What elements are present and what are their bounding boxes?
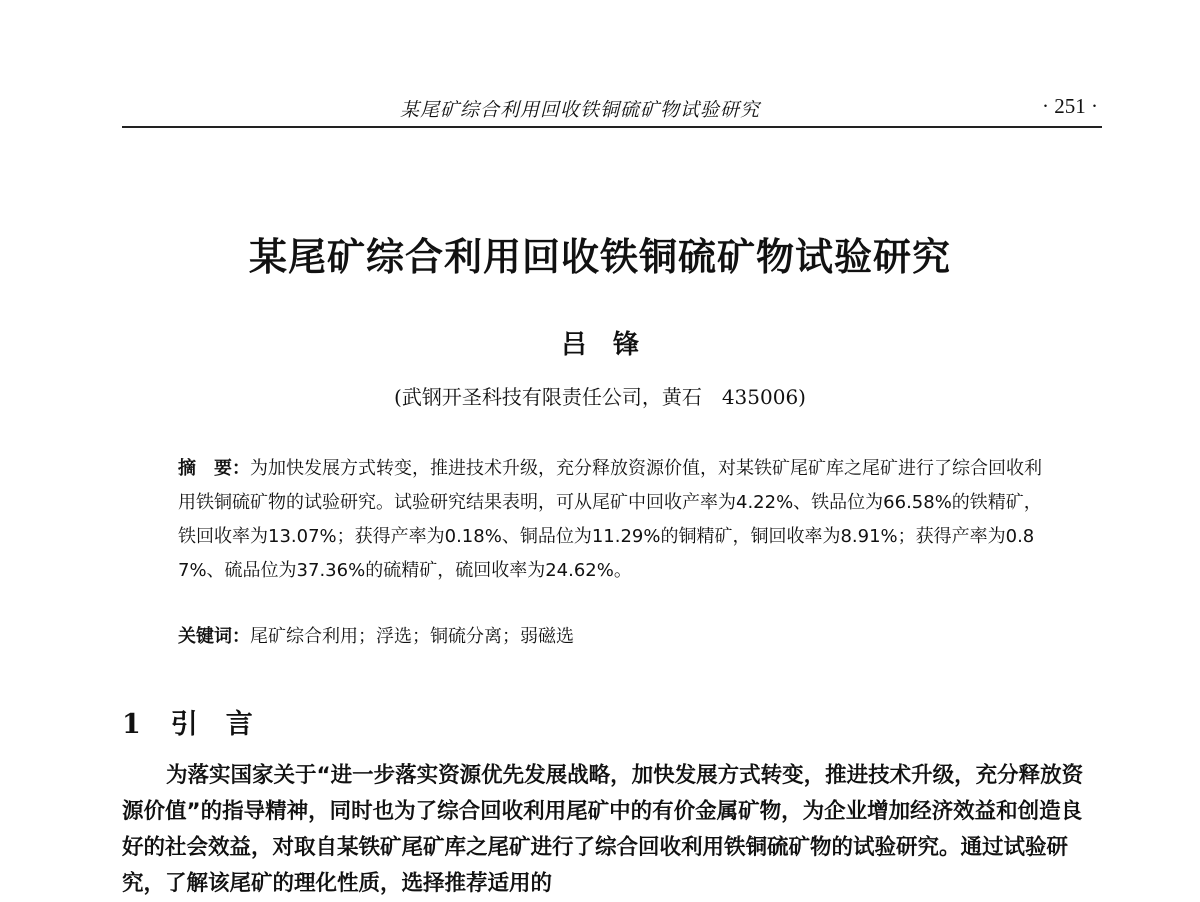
running-header [122,92,1102,128]
abstract [178,452,1050,588]
section-number: 1 [122,709,141,740]
keywords-text: 尾矿综合利用；浮选；铜硫分离；弱磁选 [250,626,574,647]
abstract-label: 摘 要： [178,458,250,479]
section-heading [122,702,281,741]
keywords [178,622,1050,652]
keywords-label: 关键词： [178,626,250,647]
running-title: 某尾矿综合利用回收铁铜硫矿物试验研究 [400,99,761,121]
section-title: 引言 [170,709,281,740]
paper-title: 某尾矿综合利用回收铁铜硫矿物试验研究 [248,234,951,279]
body-paragraph: 为落实国家关于“进一步落实资源优先发展战略，加快发展方式转变，推进技术升级，充分释放资源价值”的指导精神，同时也为了综合回收利用尾矿中的有价金属矿物，为企业增加经济效益和创造良好的社会效益，对取自某铁矿尾矿库之尾矿进行了综合回收利用铁铜硫矿物的试验研究。通过试验研究，了解该尾矿的理化性质，选择推荐适用的 [122,763,1084,896]
author-name: 吕锋 [560,330,665,360]
page-number: · 251 · [1042,94,1098,118]
author-affiliation: (武钢开圣科技有限责任公司，黄石 435006) [394,385,806,409]
abstract-text: 为加快发展方式转变，推进技术升级，充分释放资源价值，对某铁矿尾矿库之尾矿进行了综合回收利用铁铜硫矿物的试验研究。试验研究结果表明，可从尾矿中回收产率为4.22%、铁品位为66.58%的铁精矿，铁回收率为13.07%；获得产率为0.18%、铜品位为11.29%的铜精矿，铜回收率为8.91%；获得产率为0.87%、硫品位为37.36%的硫精矿，硫回收率为24.62%。 [178,458,1042,581]
